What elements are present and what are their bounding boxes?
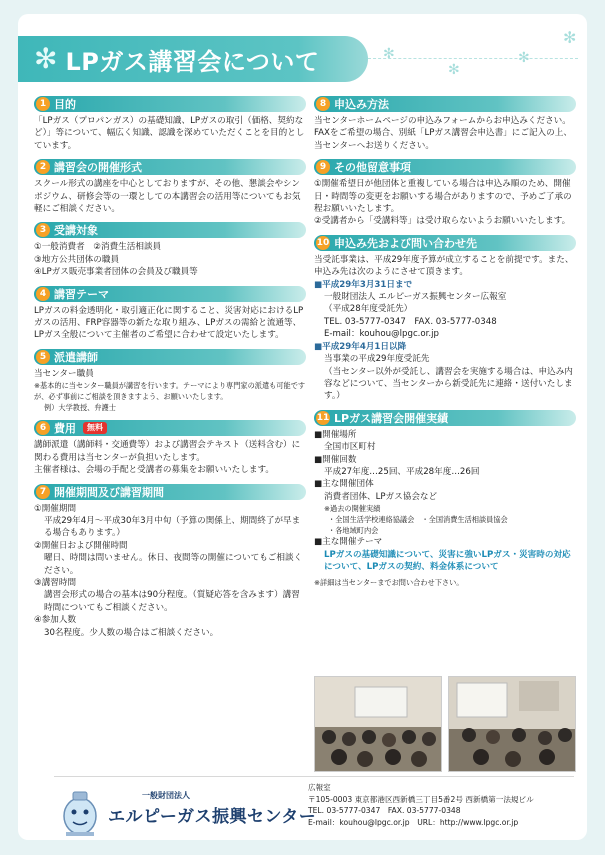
footer-tel: TEL. 03-5777-0347 FAX. 03-5777-0348 <box>308 806 461 815</box>
results-note: ・各地域町内会 <box>328 526 379 536</box>
logo-small-text: 一般財団法人 <box>142 791 190 800</box>
number-badge: 9 <box>316 160 330 174</box>
section-body: LPガスの料金透明化・取引適正化に関すること、災害対応におけるLPガスの活用、FRP容器等の新たな取り組み、LPガスの需給と流通等、LPガス全般について主催者のご希望に合わせて設定いたします。 <box>34 305 304 341</box>
footer-mail-url[interactable]: E-mail：kouhou@lpgc.or.jp URL：http://www.lpgc.or.jp <box>308 817 519 827</box>
results-label: ■主な開催団体 <box>314 479 374 490</box>
section-heading <box>314 159 576 175</box>
snowflake-icon: ✻ <box>518 50 530 66</box>
contact-tel: TEL. 03-5777-0347 FAX. 03-5777-0348 <box>324 316 497 327</box>
date-label: ■平成29年4月1日以降 <box>314 341 407 352</box>
section-notes <box>314 159 576 228</box>
number-badge: 7 <box>36 485 50 499</box>
section-heading <box>34 159 306 175</box>
section-results <box>314 410 576 589</box>
seminar-photo <box>314 676 442 772</box>
logo-text: エルピーガス振興センター <box>108 807 317 827</box>
flyer-page <box>18 14 587 840</box>
section-heading <box>314 96 576 112</box>
section-note: ※基本的に当センター職員が講習を行います。テーマにより専門家の派遣も可能ですが、必ず事前にご相談を頂きますよう、お願いいたします。 <box>34 381 306 402</box>
right-column <box>314 96 576 595</box>
section-heading <box>34 96 306 112</box>
footnote: ※詳細は当センターまでお問い合わせ下さい。 <box>314 578 464 588</box>
contact-email[interactable]: E-mail：kouhou@lpgc.or.jp <box>324 329 439 340</box>
decor-dash-line <box>368 58 578 59</box>
results-value: 消費者団体、LPガス協会など <box>324 491 438 502</box>
section-note: 例）大学教授、弁護士 <box>44 403 116 413</box>
sub-label: ①開催期間 <box>34 503 77 514</box>
photos <box>314 676 576 772</box>
section-heading <box>34 420 306 436</box>
sub-label: ②開催日および開催時間 <box>34 540 128 551</box>
section-heading <box>314 235 576 251</box>
list-item: ③地方公共団体の職員 <box>34 254 120 265</box>
section-target <box>34 222 306 278</box>
org-logo <box>58 784 317 844</box>
free-badge: 無料 <box>83 422 107 434</box>
section-heading-label: 開催期間及び講習期間 <box>54 485 164 499</box>
section-heading-label: 目的 <box>54 98 76 111</box>
number-badge: 2 <box>36 160 50 174</box>
section-heading-label: 申込み先および問い合わせ先 <box>334 236 477 250</box>
section-body: 当事業の平成29年度受託先 <box>324 354 430 365</box>
section-contact <box>314 235 576 403</box>
list-item: ④LPガス販売事業者団体の会員及び職員等 <box>34 267 198 278</box>
section-heading <box>314 410 576 426</box>
section-body: 当受託事業は、平成29年度予算が成立することを前提です。また、申込み先は次のようにさせて頂きます。 <box>314 254 574 278</box>
section-period <box>34 484 306 639</box>
number-badge: 10 <box>316 237 330 248</box>
section-heading <box>34 222 306 238</box>
section-purpose <box>34 96 306 152</box>
number-badge: 1 <box>36 97 50 111</box>
section-lecturer <box>34 349 306 413</box>
contact-org-note: （平成28年度受託先） <box>324 304 413 315</box>
sub-label: ④参加人数 <box>34 615 77 626</box>
left-column <box>34 96 306 646</box>
section-cost <box>34 420 306 476</box>
section-note: （当センター以外が受託し、講習会を実施する場合は、申込み内容などについて、当センターから新受託先に連絡・送付いたします。） <box>324 366 573 402</box>
results-label: ■開催回数 <box>314 454 357 465</box>
section-format <box>34 159 306 215</box>
sub-text: 講習会形式の場合の基本は90分程度。（質疑応答を含みます）講習時間についてもご相談ください。 <box>44 590 300 613</box>
date-label: ■平成29年3月31日まで <box>314 279 413 290</box>
sub-text: 平成29年4月～平成30年3月中旬（予算の関係上、期間終了が早まる場合もあります。） <box>44 515 301 539</box>
section-body: 講師派遣（講師料・交通費等）および講習会テキスト（送料含む）に関わる費用は当センターが負担いたします。 <box>34 440 301 463</box>
mascot-icon <box>58 786 102 838</box>
list-item: ②受講者から「受講料等」は受け取らないようお願いいたします。 <box>314 216 571 227</box>
results-label: ■開催場所 <box>314 429 357 440</box>
section-application <box>314 96 576 152</box>
section-body: 「LPガス（プロパンガス）の基礎知識、LPガスの取引（価格、契約など）」等について、幅広く知識、認識を深めていただくことを目的としています。 <box>34 116 305 151</box>
section-body: スクール形式の講座を中心としておりますが、その他、懇談会やシンポジウム、研修会等の一環としての本講習会の活用等についてもお気軽にご相談ください。 <box>34 179 301 215</box>
section-heading-label: 費用 <box>54 422 76 436</box>
results-theme: LPガスの基礎知識について、災害に強いLPガス・災害時の対応について、LPガスの契約、料金体系について <box>324 549 571 572</box>
results-value: 全国市区町村 <box>324 442 376 453</box>
number-badge: 3 <box>36 223 50 237</box>
footer-divider <box>54 776 574 777</box>
results-label: ■主な開催テーマ <box>314 537 383 548</box>
sub-label: ③講習時間 <box>34 577 77 588</box>
snowflake-icon: ✻ <box>448 62 460 78</box>
sub-text: 30名程度。少人数の場合はご相談ください。 <box>44 627 219 638</box>
snowflake-icon: ✻ <box>383 46 395 62</box>
footer-address: 〒105-0003 東京都港区西新橋三丁目5番2号 西新橋第一法規ビル <box>308 794 534 804</box>
results-note: ・全国生活学校連絡協議会 ・全国消費生活相談員協会 <box>328 515 508 525</box>
number-badge: 5 <box>36 350 50 364</box>
section-heading-label: LPガス講習会開催実績 <box>334 411 449 425</box>
section-body: 主催者様は、会場の手配と受講者の募集をお願いいたします。 <box>34 465 274 476</box>
list-item: ①開催希望日が他団体と重複している場合は申込み順のため、開催日・時間等の変更をお願いする場合がありますので、予めご了承の程お願いいたします。 <box>314 179 572 215</box>
results-note: ※過去の開催実績 <box>324 504 381 514</box>
section-heading-label: 派遣講師 <box>54 350 98 364</box>
sub-text: 曜日、時間は問いません。休日、夜間等の開催についてもご相談ください。 <box>44 553 303 576</box>
number-badge: 6 <box>36 421 50 435</box>
results-value: 平成27年度…25回、平成28年度…26回 <box>324 466 480 477</box>
page-title: LPガス講習会について <box>65 47 320 76</box>
number-badge: 4 <box>36 287 50 301</box>
section-theme <box>34 286 306 342</box>
number-badge: 8 <box>316 97 330 111</box>
section-heading-label: その他留意事項 <box>334 161 411 175</box>
contact-org: 一般財団法人 エルピーガス振興センター広報室 <box>324 292 507 303</box>
section-heading-label: 受講対象 <box>54 224 98 238</box>
snowflake-icon: ✻ <box>563 28 577 47</box>
footer-dept: 広報室 <box>308 783 331 792</box>
section-heading <box>34 286 306 302</box>
seminar-photo <box>448 676 576 772</box>
section-body: 当センターホームページの申込みフォームからお申込みください。FAXをご希望の場合、別紙「LPガス講習会申込書」にご記入の上、当センターへお送りください。 <box>314 116 572 151</box>
snowflake-icon: ✻ <box>34 42 58 75</box>
section-heading-label: 講習テーマ <box>54 287 109 301</box>
section-heading <box>34 349 306 365</box>
list-item: ①一般消費者 ②消費生活相談員 <box>34 242 162 253</box>
footer-contact <box>308 782 578 828</box>
section-heading-label: 申込み方法 <box>334 98 389 111</box>
title-band <box>18 36 368 82</box>
number-badge: 11 <box>316 412 330 423</box>
section-heading-label: 講習会の開催形式 <box>54 161 142 175</box>
section-body: 当センター職員 <box>34 368 94 379</box>
section-heading <box>34 484 306 500</box>
